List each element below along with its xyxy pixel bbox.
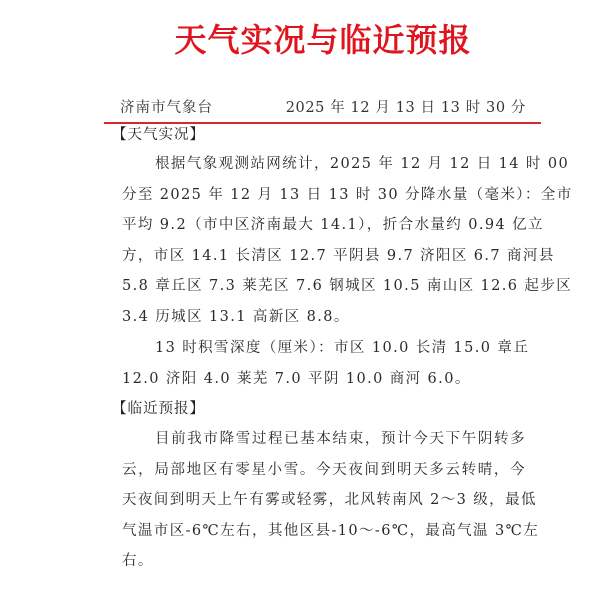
paragraph-line: 13 时积雪深度（厘米）：市区 10.0 长清 15.0 章丘 bbox=[155, 340, 530, 356]
paragraph-line: 天夜间到明天上午有雾或轻雾，北风转南风 2～3 级，最低 bbox=[122, 492, 537, 509]
paragraph-snow-depth bbox=[122, 333, 530, 394]
paragraph-forecast bbox=[122, 424, 540, 577]
paragraph-line: 云，局部地区有零星小雪。今天夜间到明天多云转晴，今 bbox=[122, 461, 526, 478]
paragraph-line: 12.0 济阳 4.0 莱芜 7.0 平阴 10.0 商河 6.0。 bbox=[122, 370, 471, 387]
paragraph-line: 5.8 章丘区 7.3 莱芜区 7.6 钢城区 10.5 南山区 12.6 起步区 bbox=[122, 278, 573, 295]
paragraph-line: 气温市区-6℃左右，其他区县-10～-6℃，最高气温 3℃左 bbox=[122, 522, 540, 539]
section-heading-observations: 【天气实况】 bbox=[112, 127, 205, 143]
paragraph-line: 右。 bbox=[122, 553, 154, 570]
paragraph-line: 目前我市降雪过程已基本结束，预计今天下午阴转多 bbox=[155, 431, 526, 447]
paragraph-line: 3.4 历城区 13.1 高新区 8.8。 bbox=[122, 308, 350, 325]
red-divider-rule bbox=[104, 122, 541, 124]
paragraph-line: 方，市区 14.1 长清区 12.7 平阴县 9.7 济阳区 6.7 商河县 bbox=[122, 247, 555, 264]
paragraph-line: 分至 2025 年 12 月 13 日 13 时 30 分降水量（毫米）：全市 bbox=[122, 186, 573, 203]
paragraph-precipitation bbox=[122, 149, 573, 333]
issuing-organization: 济南市气象台 bbox=[120, 100, 213, 116]
document-title: 天气实况与临近预报 bbox=[174, 21, 472, 59]
paragraph-line: 根据气象观测站网统计，2025 年 12 月 12 日 14 时 00 bbox=[155, 156, 570, 172]
section-heading-forecast: 【临近预报】 bbox=[112, 401, 205, 417]
issue-timestamp: 2025 年 12 月 13 日 13 时 30 分 bbox=[285, 100, 526, 116]
paragraph-line: 平均 9.2（市中区济南最大 14.1），折合水量约 0.94 亿立 bbox=[122, 217, 544, 234]
document-header bbox=[120, 98, 526, 118]
